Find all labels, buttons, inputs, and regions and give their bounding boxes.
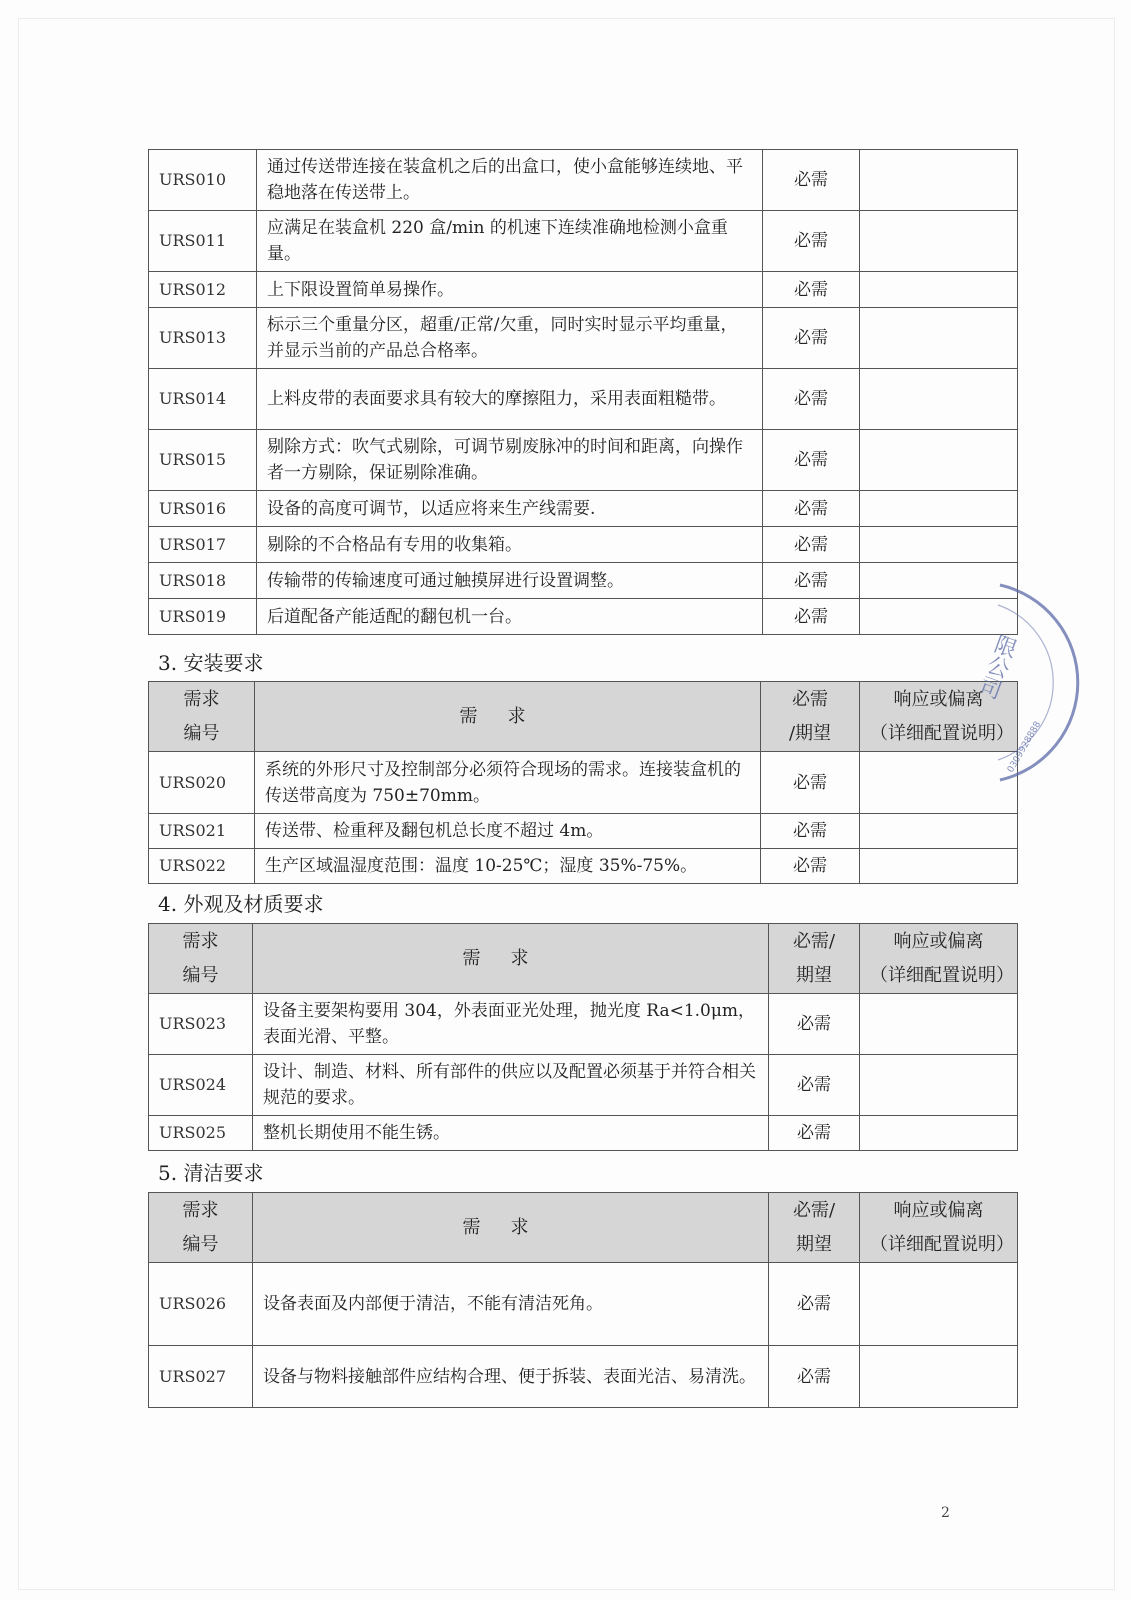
req-level: 必需 bbox=[769, 1055, 860, 1116]
req-desc: 剔除的不合格品有专用的收集箱。 bbox=[257, 527, 763, 563]
col-header-response bbox=[860, 924, 1018, 994]
col-header-requirement: 需求 bbox=[253, 1193, 769, 1263]
table-row bbox=[149, 211, 1018, 272]
req-response bbox=[860, 211, 1018, 272]
req-id: URS022 bbox=[149, 849, 255, 884]
section-heading-cleaning: 5. 清洁要求 bbox=[158, 1161, 264, 1185]
col-header-response-line1: 响应或偏离 bbox=[893, 688, 984, 710]
seal-code: 0309928888 bbox=[1005, 719, 1044, 775]
table-row bbox=[149, 1055, 1018, 1116]
req-desc: 设备表面及内部便于清洁，不能有清洁死角。 bbox=[253, 1263, 769, 1346]
col-header-id-line1: 需求 bbox=[183, 688, 220, 710]
req-id: URS015 bbox=[149, 430, 257, 491]
col-header-response-line1: 响应或偏离 bbox=[893, 1199, 984, 1221]
col-header-level-line2: 期望 bbox=[796, 1233, 832, 1255]
table-row bbox=[149, 491, 1018, 527]
req-response bbox=[860, 527, 1018, 563]
req-level: 必需 bbox=[769, 1263, 860, 1346]
req-desc: 通过传送带连接在装盒机之后的出盒口，使小盒能够连续地、平稳地落在传送带上。 bbox=[257, 150, 763, 211]
req-desc: 设备主要架构要用 304，外表面亚光处理，抛光度 Ra<1.0μm，表面光滑、平整。 bbox=[253, 994, 769, 1055]
seal-text: 限公司 bbox=[973, 630, 1020, 702]
req-response bbox=[860, 308, 1018, 369]
req-response bbox=[860, 491, 1018, 527]
req-response bbox=[860, 849, 1018, 884]
col-header-level-line1: 必需 bbox=[792, 688, 828, 710]
page-number: 2 bbox=[941, 1505, 950, 1521]
req-desc: 传送带、检重秤及翻包机总长度不超过 4m。 bbox=[255, 814, 761, 849]
req-id: URS010 bbox=[149, 150, 257, 211]
req-level: 必需 bbox=[763, 308, 860, 369]
req-response bbox=[860, 814, 1018, 849]
table-row bbox=[149, 527, 1018, 563]
col-header-level-line1: 必需/ bbox=[792, 930, 836, 952]
req-desc: 系统的外形尺寸及控制部分必须符合现场的需求。连接装盒机的传送带高度为 750±70mm。 bbox=[255, 752, 761, 814]
req-level: 必需 bbox=[761, 814, 860, 849]
req-id: URS018 bbox=[149, 563, 257, 599]
table-row bbox=[149, 563, 1018, 599]
req-id: URS019 bbox=[149, 599, 257, 635]
req-id: URS026 bbox=[149, 1263, 253, 1346]
req-desc: 上料皮带的表面要求具有较大的摩擦阻力，采用表面粗糙带。 bbox=[257, 369, 763, 430]
req-level: 必需 bbox=[763, 150, 860, 211]
req-id: URS020 bbox=[149, 752, 255, 814]
col-header-response-line2: （详细配置说明） bbox=[870, 1233, 1014, 1255]
seal-ring bbox=[1000, 585, 1078, 780]
req-level: 必需 bbox=[761, 849, 860, 884]
req-desc: 标示三个重量分区，超重/正常/欠重，同时实时显示平均重量，并显示当前的产品总合格率。 bbox=[257, 308, 763, 369]
col-header-response-line1: 响应或偏离 bbox=[893, 930, 984, 952]
col-header-id-line2: 编号 bbox=[182, 964, 219, 986]
req-response bbox=[860, 430, 1018, 491]
col-header-response-line2: （详细配置说明） bbox=[870, 964, 1014, 986]
req-response bbox=[860, 1116, 1018, 1151]
col-header-id-line2: 编号 bbox=[182, 1233, 219, 1255]
req-level: 必需 bbox=[763, 563, 860, 599]
col-header-level bbox=[769, 1193, 860, 1263]
req-id: URS016 bbox=[149, 491, 257, 527]
table-row bbox=[149, 849, 1018, 884]
req-desc: 剔除方式：吹气式剔除，可调节剔废脉冲的时间和距离，向操作者一方剔除，保证剔除准确。 bbox=[257, 430, 763, 491]
req-level: 必需 bbox=[769, 1346, 860, 1408]
req-level: 必需 bbox=[763, 272, 860, 308]
req-level: 必需 bbox=[763, 369, 860, 430]
req-id: URS013 bbox=[149, 308, 257, 369]
req-response bbox=[860, 150, 1018, 211]
col-header-id-line1: 需求 bbox=[182, 930, 219, 952]
req-desc: 应满足在装盒机 220 盒/min 的机速下连续准确地检测小盒重量。 bbox=[257, 211, 763, 272]
req-id: URS012 bbox=[149, 272, 257, 308]
req-desc: 整机长期使用不能生锈。 bbox=[253, 1116, 769, 1151]
req-level: 必需 bbox=[763, 599, 860, 635]
table-row bbox=[149, 814, 1018, 849]
col-header-id-line2: 编号 bbox=[183, 722, 220, 744]
req-id: URS014 bbox=[149, 369, 257, 430]
appearance-material-requirements-table bbox=[148, 923, 1018, 1151]
table-header-row bbox=[149, 682, 1018, 752]
col-header-level bbox=[769, 924, 860, 994]
table-row bbox=[149, 272, 1018, 308]
req-id: URS027 bbox=[149, 1346, 253, 1408]
req-desc: 上下限设置简单易操作。 bbox=[257, 272, 763, 308]
section-heading-appearance-material: 4. 外观及材质要求 bbox=[158, 892, 324, 916]
col-header-level-line1: 必需/ bbox=[792, 1199, 836, 1221]
installation-requirements-table bbox=[148, 681, 1018, 884]
req-id: URS023 bbox=[149, 994, 253, 1055]
req-desc: 设备的高度可调节，以适应将来生产线需要. bbox=[257, 491, 763, 527]
req-level: 必需 bbox=[763, 491, 860, 527]
table-header-row bbox=[149, 1193, 1018, 1263]
company-seal bbox=[960, 565, 1080, 795]
req-response bbox=[860, 1346, 1018, 1408]
req-id: URS021 bbox=[149, 814, 255, 849]
col-header-requirement: 需求 bbox=[253, 924, 769, 994]
req-level: 必需 bbox=[769, 1116, 860, 1151]
req-desc: 生产区域温湿度范围：温度 10-25℃；湿度 35%-75%。 bbox=[255, 849, 761, 884]
table-row bbox=[149, 1116, 1018, 1151]
table-header-row bbox=[149, 924, 1018, 994]
col-header-id-line1: 需求 bbox=[182, 1199, 219, 1221]
section-heading-installation: 3. 安装要求 bbox=[158, 651, 264, 675]
requirements-table-continued bbox=[148, 149, 1018, 635]
req-level: 必需 bbox=[761, 752, 860, 814]
col-header-response bbox=[860, 1193, 1018, 1263]
req-id: URS025 bbox=[149, 1116, 253, 1151]
req-level: 必需 bbox=[763, 211, 860, 272]
table-row bbox=[149, 150, 1018, 211]
col-header-id bbox=[149, 924, 253, 994]
table-row bbox=[149, 752, 1018, 814]
table-row bbox=[149, 599, 1018, 635]
req-response bbox=[860, 1263, 1018, 1346]
col-header-response-line2: （详细配置说明） bbox=[870, 722, 1014, 744]
req-id: URS017 bbox=[149, 527, 257, 563]
req-desc: 设计、制造、材料、所有部件的供应以及配置必须基于并符合相关规范的要求。 bbox=[253, 1055, 769, 1116]
req-response bbox=[860, 369, 1018, 430]
table-row bbox=[149, 1263, 1018, 1346]
req-level: 必需 bbox=[763, 430, 860, 491]
col-header-level-line2: 期望 bbox=[796, 964, 832, 986]
req-desc: 后道配备产能适配的翻包机一台。 bbox=[257, 599, 763, 635]
col-header-level-line2: /期望 bbox=[788, 722, 832, 744]
table-row bbox=[149, 308, 1018, 369]
req-level: 必需 bbox=[769, 994, 860, 1055]
col-header-level bbox=[761, 682, 860, 752]
col-header-id bbox=[149, 1193, 253, 1263]
table-row bbox=[149, 994, 1018, 1055]
req-desc: 设备与物料接触部件应结构合理、便于拆装、表面光洁、易清洗。 bbox=[253, 1346, 769, 1408]
table-row bbox=[149, 430, 1018, 491]
req-response bbox=[860, 994, 1018, 1055]
req-level: 必需 bbox=[763, 527, 860, 563]
table-row bbox=[149, 1346, 1018, 1408]
cleaning-requirements-table bbox=[148, 1192, 1018, 1408]
req-response bbox=[860, 272, 1018, 308]
table-row bbox=[149, 369, 1018, 430]
req-id: URS011 bbox=[149, 211, 257, 272]
req-desc: 传输带的传输速度可通过触摸屏进行设置调整。 bbox=[257, 563, 763, 599]
col-header-id bbox=[149, 682, 255, 752]
req-id: URS024 bbox=[149, 1055, 253, 1116]
req-response bbox=[860, 1055, 1018, 1116]
col-header-requirement: 需求 bbox=[255, 682, 761, 752]
